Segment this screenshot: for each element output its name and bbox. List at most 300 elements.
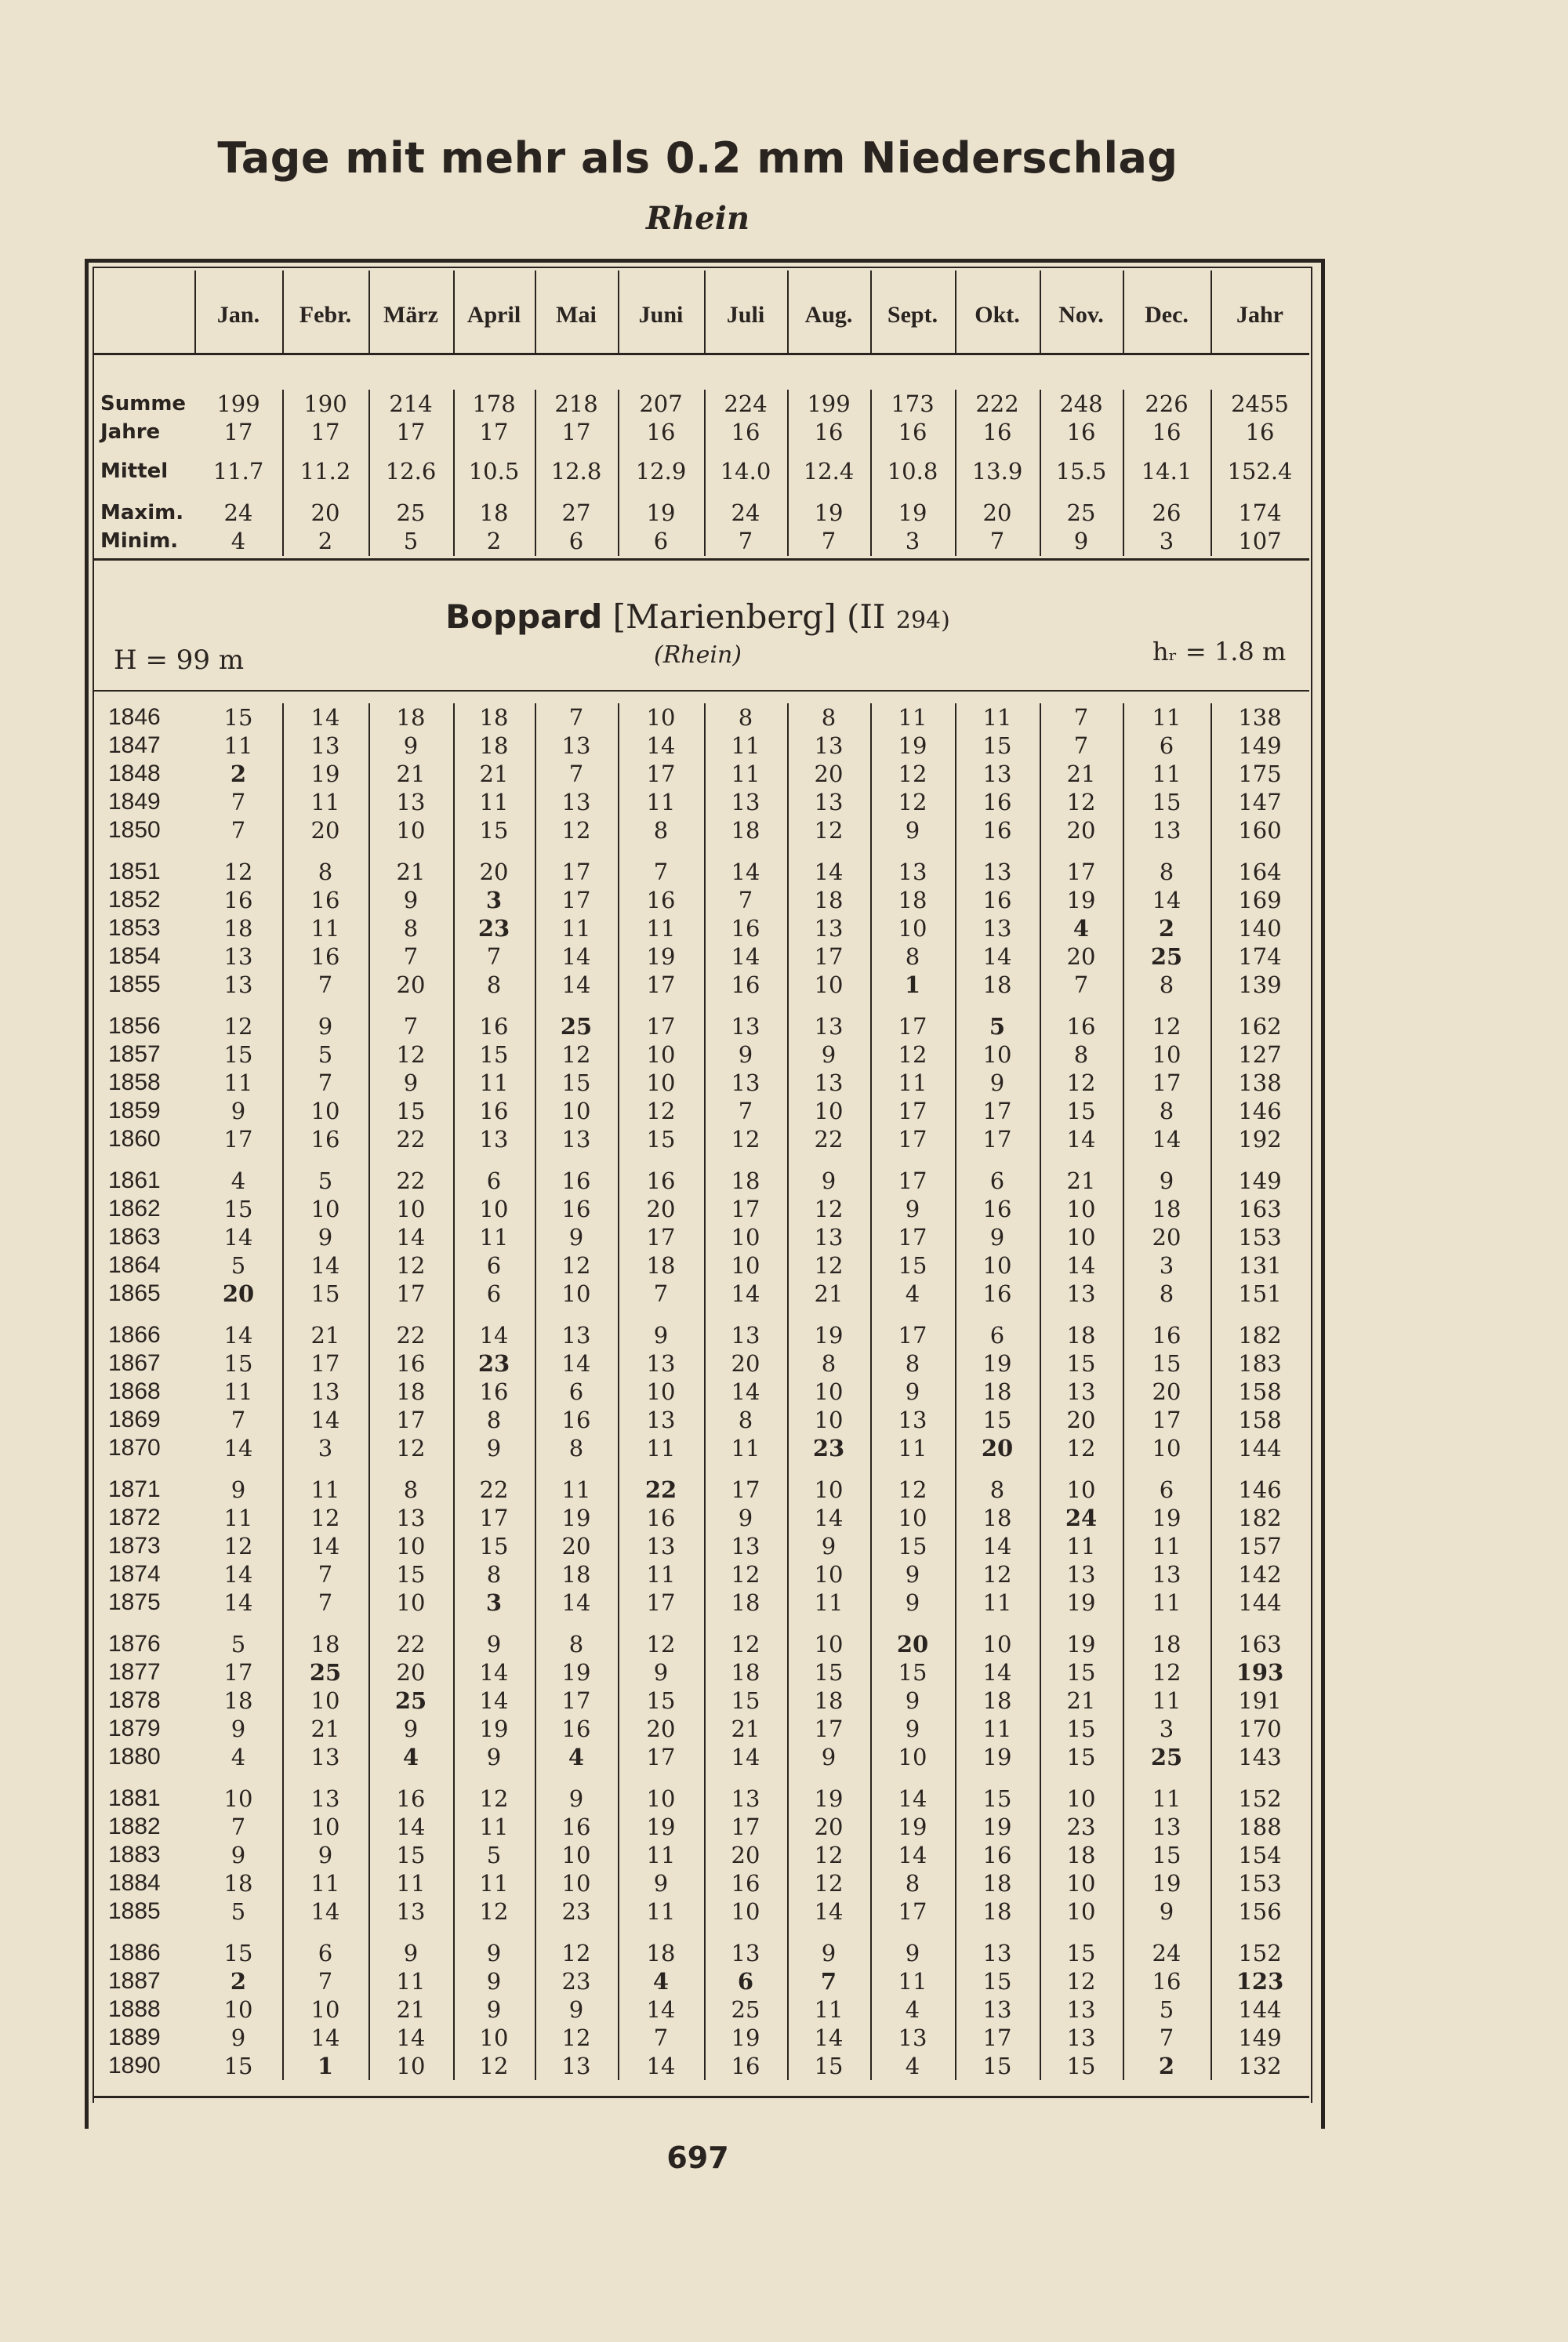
- summary-cell: 218: [554, 390, 598, 417]
- summary-divider: [1210, 390, 1212, 556]
- table-cell: 11: [310, 1476, 340, 1503]
- table-cell: 13: [310, 1785, 340, 1812]
- table-cell: 18: [646, 1252, 676, 1279]
- column-divider: [194, 271, 196, 353]
- table-cell: 13: [1066, 1996, 1096, 2023]
- table-cell: 16: [982, 1280, 1012, 1307]
- summary-cell: 107: [1238, 528, 1282, 554]
- table-cell: 12: [731, 1561, 760, 1588]
- table-cell: 12: [561, 2024, 591, 2051]
- table-cell: 14: [223, 1322, 253, 1349]
- table-cell: 149: [1238, 2024, 1282, 2051]
- table-cell: 18: [1066, 1842, 1096, 1868]
- table-cell: 16: [310, 887, 340, 913]
- table-cell: 16: [982, 1842, 1012, 1868]
- table-cell: 17: [561, 859, 591, 885]
- table-cell: 8: [486, 1407, 502, 1433]
- table-cell: 13: [814, 915, 844, 942]
- table-cell: 13: [1152, 1814, 1181, 1840]
- table-cell: 4: [905, 1996, 920, 2023]
- table-cell: 7: [653, 859, 669, 885]
- table-cell: 5: [989, 1013, 1006, 1040]
- year-label: 1846: [108, 704, 161, 730]
- table-cell: 12: [814, 1252, 844, 1279]
- table-cell: 146: [1238, 1476, 1282, 1503]
- table-cell: 13: [1066, 1561, 1096, 1588]
- table-cell: 14: [731, 1280, 760, 1307]
- summary-cell: 16: [1066, 419, 1096, 445]
- table-cell: 19: [814, 1785, 844, 1812]
- table-cell: 158: [1238, 1407, 1282, 1433]
- data-divider: [1210, 703, 1212, 2080]
- table-cell: 12: [561, 1041, 591, 1068]
- table-cell: 14: [479, 1687, 509, 1714]
- table-cell: 10: [310, 1814, 340, 1840]
- table-cell: 20: [1152, 1224, 1181, 1251]
- table-cell: 11: [731, 761, 760, 787]
- table-cell: 19: [731, 2024, 760, 2051]
- table-cell: 14: [982, 1533, 1012, 1560]
- table-cell: 14: [479, 1659, 509, 1686]
- year-label: 1886: [108, 1940, 161, 1966]
- summary-row-label: Maxim.: [100, 501, 184, 525]
- table-cell: 13: [982, 915, 1012, 942]
- table-cell: 13: [479, 1126, 509, 1153]
- table-cell: 17: [898, 1167, 927, 1194]
- table-cell: 17: [898, 1098, 927, 1124]
- year-label: 1885: [108, 1898, 161, 1924]
- column-header: April: [466, 302, 521, 328]
- table-cell: 9: [653, 1322, 669, 1349]
- year-label: 1859: [108, 1098, 161, 1124]
- table-cell: 15: [646, 1126, 676, 1153]
- table-cell: 4: [1073, 915, 1090, 942]
- table-cell: 22: [396, 1126, 426, 1153]
- table-cell: 162: [1238, 1013, 1282, 1040]
- table-cell: 12: [396, 1435, 426, 1461]
- summary-cell: 15.5: [1055, 458, 1107, 485]
- table-cell: 9: [989, 1069, 1005, 1096]
- table-cell: 9: [821, 1744, 837, 1770]
- table-cell: 9: [318, 1224, 333, 1251]
- table-cell: 18: [814, 887, 844, 913]
- table-cell: 19: [982, 1350, 1012, 1377]
- table-cell: 22: [814, 1126, 844, 1153]
- table-cell: 10: [396, 1589, 426, 1616]
- table-cell: 160: [1238, 817, 1282, 844]
- table-cell: 6: [737, 1968, 754, 1995]
- table-cell: 8: [989, 1476, 1005, 1503]
- table-cell: 17: [1152, 1069, 1181, 1096]
- table-cell: 14: [1152, 887, 1181, 913]
- table-cell: 139: [1238, 971, 1282, 998]
- summary-divider: [1123, 390, 1124, 556]
- table-cell: 163: [1238, 1196, 1282, 1222]
- table-cell: 9: [486, 1435, 502, 1461]
- year-label: 1867: [108, 1350, 161, 1376]
- table-cell: 16: [731, 971, 760, 998]
- table-cell: 6: [989, 1322, 1005, 1349]
- table-cell: 164: [1238, 859, 1282, 885]
- table-cell: 153: [1238, 1870, 1282, 1897]
- table-cell: 23: [812, 1435, 845, 1461]
- table-cell: 11: [646, 1898, 676, 1925]
- table-cell: 8: [1073, 1041, 1089, 1068]
- table-cell: 146: [1238, 1098, 1282, 1124]
- table-cell: 21: [1066, 761, 1096, 787]
- table-cell: 17: [396, 1407, 426, 1433]
- table-cell: 9: [403, 732, 419, 759]
- table-cell: 10: [479, 1196, 509, 1222]
- table-cell: 8: [403, 1476, 419, 1503]
- table-cell: 9: [905, 1940, 920, 1966]
- table-cell: 153: [1238, 1224, 1282, 1251]
- table-cell: 13: [396, 1505, 426, 1531]
- table-cell: 13: [898, 859, 927, 885]
- summary-cell: 12.6: [385, 458, 437, 485]
- table-cell: 5: [230, 1898, 246, 1925]
- table-cell: 14: [982, 1659, 1012, 1686]
- table-cell: 13: [1066, 1280, 1096, 1307]
- table-cell: 175: [1238, 761, 1282, 787]
- table-cell: 18: [479, 704, 509, 731]
- table-cell: 17: [982, 2024, 1012, 2051]
- table-cell: 9: [1159, 1167, 1174, 1194]
- table-cell: 11: [982, 1716, 1012, 1742]
- table-cell: 18: [396, 704, 426, 731]
- summary-cell: 25: [1066, 499, 1096, 526]
- year-label: 1858: [108, 1069, 161, 1095]
- table-cell: 12: [479, 1898, 509, 1925]
- summary-cell: 17: [479, 419, 509, 445]
- table-cell: 17: [561, 887, 591, 913]
- table-cell: 8: [486, 1561, 502, 1588]
- table-cell: 15: [479, 1041, 509, 1068]
- year-label: 1865: [108, 1280, 161, 1306]
- summary-cell: 224: [724, 390, 768, 417]
- table-cell: 7: [738, 887, 753, 913]
- table-cell: 14: [561, 1589, 591, 1616]
- column-header: Nov.: [1058, 302, 1104, 328]
- table-cell: 7: [403, 943, 419, 970]
- table-cell: 11: [646, 915, 676, 942]
- table-cell: 16: [561, 1196, 591, 1222]
- table-cell: 10: [1066, 1476, 1096, 1503]
- table-cell: 10: [310, 1098, 340, 1124]
- table-cell: 17: [814, 943, 844, 970]
- table-cell: 7: [230, 1814, 246, 1840]
- table-cell: 11: [898, 1968, 927, 1995]
- table-cell: 123: [1236, 1968, 1284, 1995]
- column-divider: [704, 271, 706, 353]
- table-cell: 13: [561, 789, 591, 815]
- table-cell: 18: [561, 1561, 591, 1588]
- table-cell: 10: [396, 1533, 426, 1560]
- summary-cell: 17: [396, 419, 426, 445]
- table-cell: 18: [982, 971, 1012, 998]
- station-ref: (II: [846, 597, 886, 636]
- table-cell: 7: [318, 971, 333, 998]
- table-cell: 18: [310, 1631, 340, 1658]
- table-cell: 7: [318, 1968, 333, 1995]
- table-cell: 9: [230, 1842, 246, 1868]
- table-cell: 149: [1238, 1167, 1282, 1194]
- table-cell: 4: [905, 2053, 920, 2079]
- table-cell: 15: [898, 1659, 927, 1686]
- table-cell: 7: [653, 2024, 669, 2051]
- table-cell: 11: [223, 732, 253, 759]
- column-divider: [1123, 271, 1124, 353]
- summary-cell: 24: [731, 499, 760, 526]
- summary-cell: 16: [646, 419, 676, 445]
- table-cell: 20: [646, 1716, 676, 1742]
- table-cell: 14: [814, 859, 844, 885]
- data-divider: [1040, 703, 1041, 2080]
- table-cell: 192: [1238, 1126, 1282, 1153]
- table-cell: 15: [1066, 1350, 1096, 1377]
- table-cell: 20: [1066, 817, 1096, 844]
- table-cell: 11: [982, 704, 1012, 731]
- table-cell: 17: [814, 1716, 844, 1742]
- table-cell: 9: [905, 1687, 920, 1714]
- table-cell: 13: [561, 2053, 591, 2079]
- table-cell: 9: [821, 1167, 837, 1194]
- table-cell: 20: [1152, 1378, 1181, 1405]
- table-cell: 15: [1066, 1659, 1096, 1686]
- table-cell: 11: [814, 1996, 844, 2023]
- summary-cell: 5: [403, 528, 419, 554]
- table-cell: 193: [1236, 1659, 1284, 1686]
- summary-cell: 20: [310, 499, 340, 526]
- table-cell: 19: [1152, 1870, 1181, 1897]
- table-cell: 8: [738, 704, 753, 731]
- table-cell: 11: [898, 1069, 927, 1096]
- summary-cell: 173: [891, 390, 935, 417]
- year-label: 1870: [108, 1435, 161, 1461]
- table-cell: 21: [1066, 1167, 1096, 1194]
- table-cell: 19: [898, 1814, 927, 1840]
- table-cell: 23: [1066, 1814, 1096, 1840]
- table-cell: 16: [561, 1167, 591, 1194]
- table-cell: 12: [561, 1252, 591, 1279]
- table-cell: 15: [814, 2053, 844, 2079]
- table-cell: 9: [230, 1098, 246, 1124]
- table-cell: 10: [814, 1631, 844, 1658]
- summary-cell: 17: [561, 419, 591, 445]
- table-cell: 15: [1152, 1842, 1181, 1868]
- table-cell: 10: [814, 971, 844, 998]
- summary-cell: 7: [821, 528, 837, 554]
- data-divider: [704, 703, 706, 2080]
- summary-cell: 12.8: [550, 458, 602, 485]
- column-divider: [368, 271, 370, 353]
- table-cell: 8: [821, 1350, 837, 1377]
- table-cell: 7: [318, 1561, 333, 1588]
- table-cell: 13: [814, 1069, 844, 1096]
- table-cell: 12: [646, 1098, 676, 1124]
- table-cell: 15: [982, 1407, 1012, 1433]
- table-cell: 14: [1152, 1126, 1181, 1153]
- table-cell: 138: [1238, 1069, 1282, 1096]
- table-cell: 15: [479, 1533, 509, 1560]
- table-cell: 1: [317, 2053, 334, 2079]
- table-cell: 12: [1066, 789, 1096, 815]
- table-cell: 15: [561, 1069, 591, 1096]
- data-divider: [870, 703, 872, 2080]
- column-header: Mai: [556, 302, 597, 328]
- table-cell: 17: [646, 1744, 676, 1770]
- table-cell: 14: [561, 971, 591, 998]
- table-cell: 10: [1066, 1785, 1096, 1812]
- table-cell: 6: [486, 1252, 502, 1279]
- table-cell: 9: [905, 817, 920, 844]
- summary-cell: 16: [1245, 419, 1275, 445]
- table-cell: 13: [1066, 1378, 1096, 1405]
- year-label: 1849: [108, 789, 161, 815]
- table-cell: 10: [396, 1196, 426, 1222]
- summary-row-label: Summe: [100, 392, 187, 416]
- table-cell: 25: [394, 1687, 427, 1714]
- table-cell: 16: [1066, 1013, 1096, 1040]
- table-cell: 10: [814, 1098, 844, 1124]
- table-cell: 14: [396, 1814, 426, 1840]
- table-cell: 24: [1065, 1505, 1098, 1531]
- table-cell: 13: [814, 1224, 844, 1251]
- year-label: 1863: [108, 1224, 161, 1250]
- table-cell: 11: [396, 1968, 426, 1995]
- year-label: 1869: [108, 1407, 161, 1432]
- table-cell: 14: [731, 1378, 760, 1405]
- table-cell: 9: [318, 1842, 333, 1868]
- summary-cell: 174: [1238, 499, 1282, 526]
- table-cell: 15: [396, 1098, 426, 1124]
- station-height: H = 99 m: [114, 645, 245, 676]
- table-cell: 10: [561, 1098, 591, 1124]
- table-cell: 10: [396, 2053, 426, 2079]
- table-cell: 10: [646, 1069, 676, 1096]
- station-ref-number: 294): [895, 607, 950, 634]
- table-cell: 142: [1238, 1561, 1282, 1588]
- table-cell: 8: [821, 704, 837, 731]
- table-cell: 20: [646, 1196, 676, 1222]
- table-cell: 13: [731, 1940, 760, 1966]
- table-cell: 16: [731, 1870, 760, 1897]
- table-cell: 5: [230, 1631, 246, 1658]
- table-cell: 7: [230, 789, 246, 815]
- table-cell: 17: [479, 1505, 509, 1531]
- year-label: 1856: [108, 1013, 161, 1039]
- table-cell: 12: [1152, 1013, 1181, 1040]
- table-cell: 191: [1238, 1687, 1282, 1714]
- table-cell: 10: [646, 1041, 676, 1068]
- table-cell: 9: [318, 1013, 333, 1040]
- table-cell: 138: [1238, 704, 1282, 731]
- table-cell: 18: [982, 1898, 1012, 1925]
- table-cell: 10: [646, 1378, 676, 1405]
- table-cell: 20: [479, 859, 509, 885]
- table-cell: 16: [396, 1350, 426, 1377]
- table-cell: 22: [644, 1476, 677, 1503]
- summary-cell: 16: [731, 419, 760, 445]
- table-cell: 11: [223, 1069, 253, 1096]
- table-cell: 7: [230, 817, 246, 844]
- table-cell: 14: [982, 943, 1012, 970]
- table-cell: 10: [982, 1252, 1012, 1279]
- table-cell: 12: [898, 761, 927, 787]
- table-cell: 17: [646, 761, 676, 787]
- table-cell: 13: [310, 1378, 340, 1405]
- summary-cell: 11.2: [299, 458, 351, 485]
- table-cell: 16: [1152, 1968, 1181, 1995]
- table-cell: 10: [396, 817, 426, 844]
- table-cell: 14: [310, 1898, 340, 1925]
- table-cell: 16: [1152, 1322, 1181, 1349]
- table-cell: 4: [402, 1744, 419, 1770]
- column-divider: [535, 271, 536, 353]
- table-cell: 12: [1152, 1659, 1181, 1686]
- table-cell: 10: [1066, 1898, 1096, 1925]
- table-cell: 7: [1159, 2024, 1174, 2051]
- summary-cell: 16: [814, 419, 844, 445]
- page-number: 697: [666, 2140, 729, 2175]
- page-title: Tage mit mehr als 0.2 mm Niederschlag: [217, 133, 1178, 183]
- table-cell: 18: [982, 1378, 1012, 1405]
- column-header: Okt.: [975, 302, 1020, 328]
- table-cell: 7: [1073, 732, 1089, 759]
- table-cell: 12: [1066, 1435, 1096, 1461]
- table-cell: 19: [1152, 1505, 1181, 1531]
- table-cell: 7: [1073, 971, 1089, 998]
- table-cell: 11: [561, 915, 591, 942]
- summary-cell: 4: [230, 528, 246, 554]
- table-cell: 144: [1238, 1589, 1282, 1616]
- summary-cell: 12.4: [803, 458, 855, 485]
- table-cell: 16: [731, 915, 760, 942]
- table-cell: 6: [568, 1378, 584, 1405]
- table-cell: 21: [310, 1322, 340, 1349]
- table-cell: 22: [479, 1476, 509, 1503]
- table-cell: 14: [396, 1224, 426, 1251]
- table-cell: 15: [223, 1041, 253, 1068]
- year-label: 1882: [108, 1814, 161, 1839]
- table-cell: 19: [310, 761, 340, 787]
- summary-divider: [955, 390, 956, 556]
- table-cell: 19: [561, 1659, 591, 1686]
- table-cell: 151: [1238, 1280, 1282, 1307]
- table-cell: 18: [814, 1687, 844, 1714]
- table-cell: 14: [898, 1842, 927, 1868]
- table-cell: 10: [814, 1561, 844, 1588]
- table-cell: 16: [646, 887, 676, 913]
- table-cell: 12: [731, 1631, 760, 1658]
- table-cell: 15: [396, 1561, 426, 1588]
- table-cell: 152: [1238, 1785, 1282, 1812]
- table-cell: 14: [310, 1252, 340, 1279]
- table-cell: 19: [646, 943, 676, 970]
- table-cell: 17: [1152, 1407, 1181, 1433]
- column-header: Juni: [638, 302, 684, 328]
- summary-cell: 248: [1059, 390, 1103, 417]
- table-cell: 9: [486, 1968, 502, 1995]
- table-cell: 14: [731, 1744, 760, 1770]
- table-cell: 13: [561, 1126, 591, 1153]
- table-cell: 10: [479, 2024, 509, 2051]
- table-cell: 19: [982, 1814, 1012, 1840]
- table-cell: 16: [982, 817, 1012, 844]
- table-cell: 20: [561, 1533, 591, 1560]
- column-divider: [453, 271, 455, 353]
- table-cell: 10: [223, 1785, 253, 1812]
